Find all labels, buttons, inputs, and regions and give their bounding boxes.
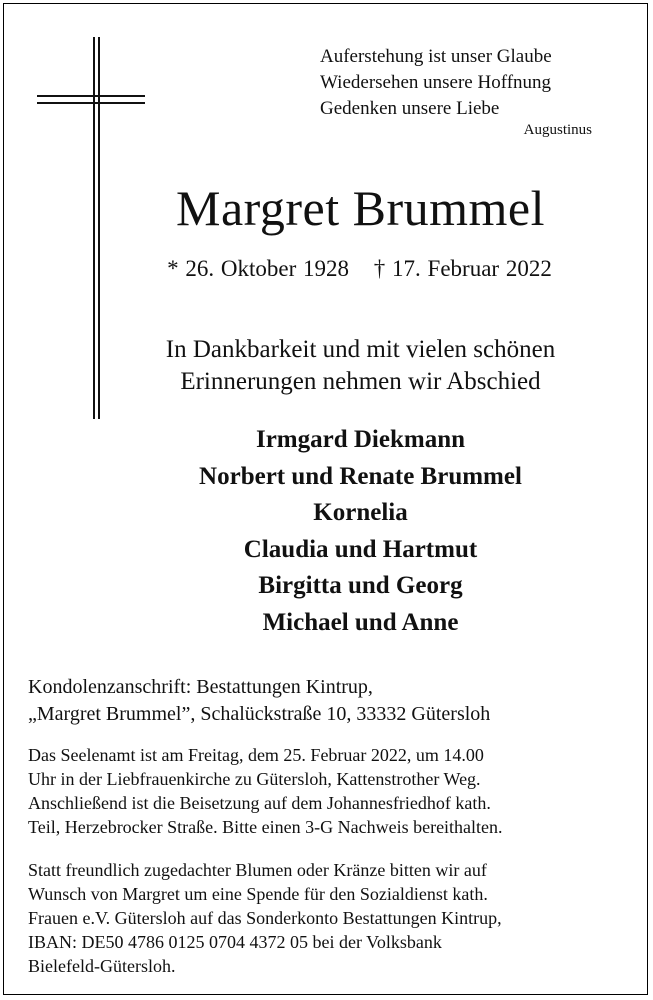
motto-author: Augustinus	[523, 122, 592, 138]
donation-line: Wunsch von Margret um eine Spende für den Sozialdienst kath.	[28, 884, 488, 904]
service-line: Uhr in der Liebfrauenkirche zu Gütersloh, Kattenstrother Weg.	[28, 769, 481, 789]
mourner: Norbert und Renate Brummel	[199, 462, 522, 490]
farewell-line: Erinnerungen nehmen wir Abschied	[180, 368, 541, 395]
condolence-address	[28, 674, 490, 728]
donation-line: Frauen e.V. Gütersloh auf das Sonderkonto Bestattungen Kintrup,	[28, 908, 502, 928]
cross-bar	[37, 95, 145, 104]
donation-line: IBAN: DE50 4786 0125 0704 4372 05 bei der Volksbank	[28, 932, 442, 952]
farewell-line: In Dankbarkeit und mit vielen schönen	[165, 336, 556, 363]
mourner: Birgitta und Georg	[258, 572, 463, 600]
deceased-name: Margret Brummel	[176, 180, 545, 236]
motto-line: Wiedersehen unsere Hoffnung	[320, 72, 552, 93]
farewell-text	[4, 334, 647, 398]
motto-line: Auferstehung ist unser Glaube	[320, 46, 552, 67]
mourners-list	[4, 422, 647, 642]
service-info	[28, 743, 638, 839]
mourner: Claudia und Hartmut	[243, 535, 478, 563]
mourner: Kornelia	[313, 499, 408, 527]
condolence-line: „Margret Brummel”, Schalückstraße 10, 33332 Gütersloh	[28, 703, 491, 725]
motto-line: Gedenken unsere Liebe	[320, 98, 500, 119]
donation-line: Statt freundlich zugedachter Blumen oder Kränze bitten wir auf	[28, 860, 487, 880]
obituary-notice	[3, 3, 648, 995]
mourner: Irmgard Diekmann	[255, 426, 466, 453]
condolence-line: Kondolenzanschrift: Bestattungen Kintrup,	[28, 676, 373, 698]
birth-date: * 26. Oktober 1928	[167, 256, 350, 281]
donation-line: Bielefeld-Gütersloh.	[28, 956, 176, 976]
service-line: Das Seelenamt ist am Freitag, dem 25. Februar 2022, um 14.00	[28, 745, 484, 765]
service-line: Teil, Herzebrocker Straße. Bitte einen 3-G Nachweis bereithalten.	[28, 817, 503, 837]
motto	[320, 44, 552, 122]
life-dates	[4, 256, 647, 282]
death-date: † 17. Februar 2022	[373, 256, 552, 281]
donation-info	[28, 858, 638, 978]
mourner: Michael und Anne	[262, 608, 459, 636]
service-line: Anschließend ist die Beisetzung auf dem Johannesfriedhof kath.	[28, 793, 491, 813]
